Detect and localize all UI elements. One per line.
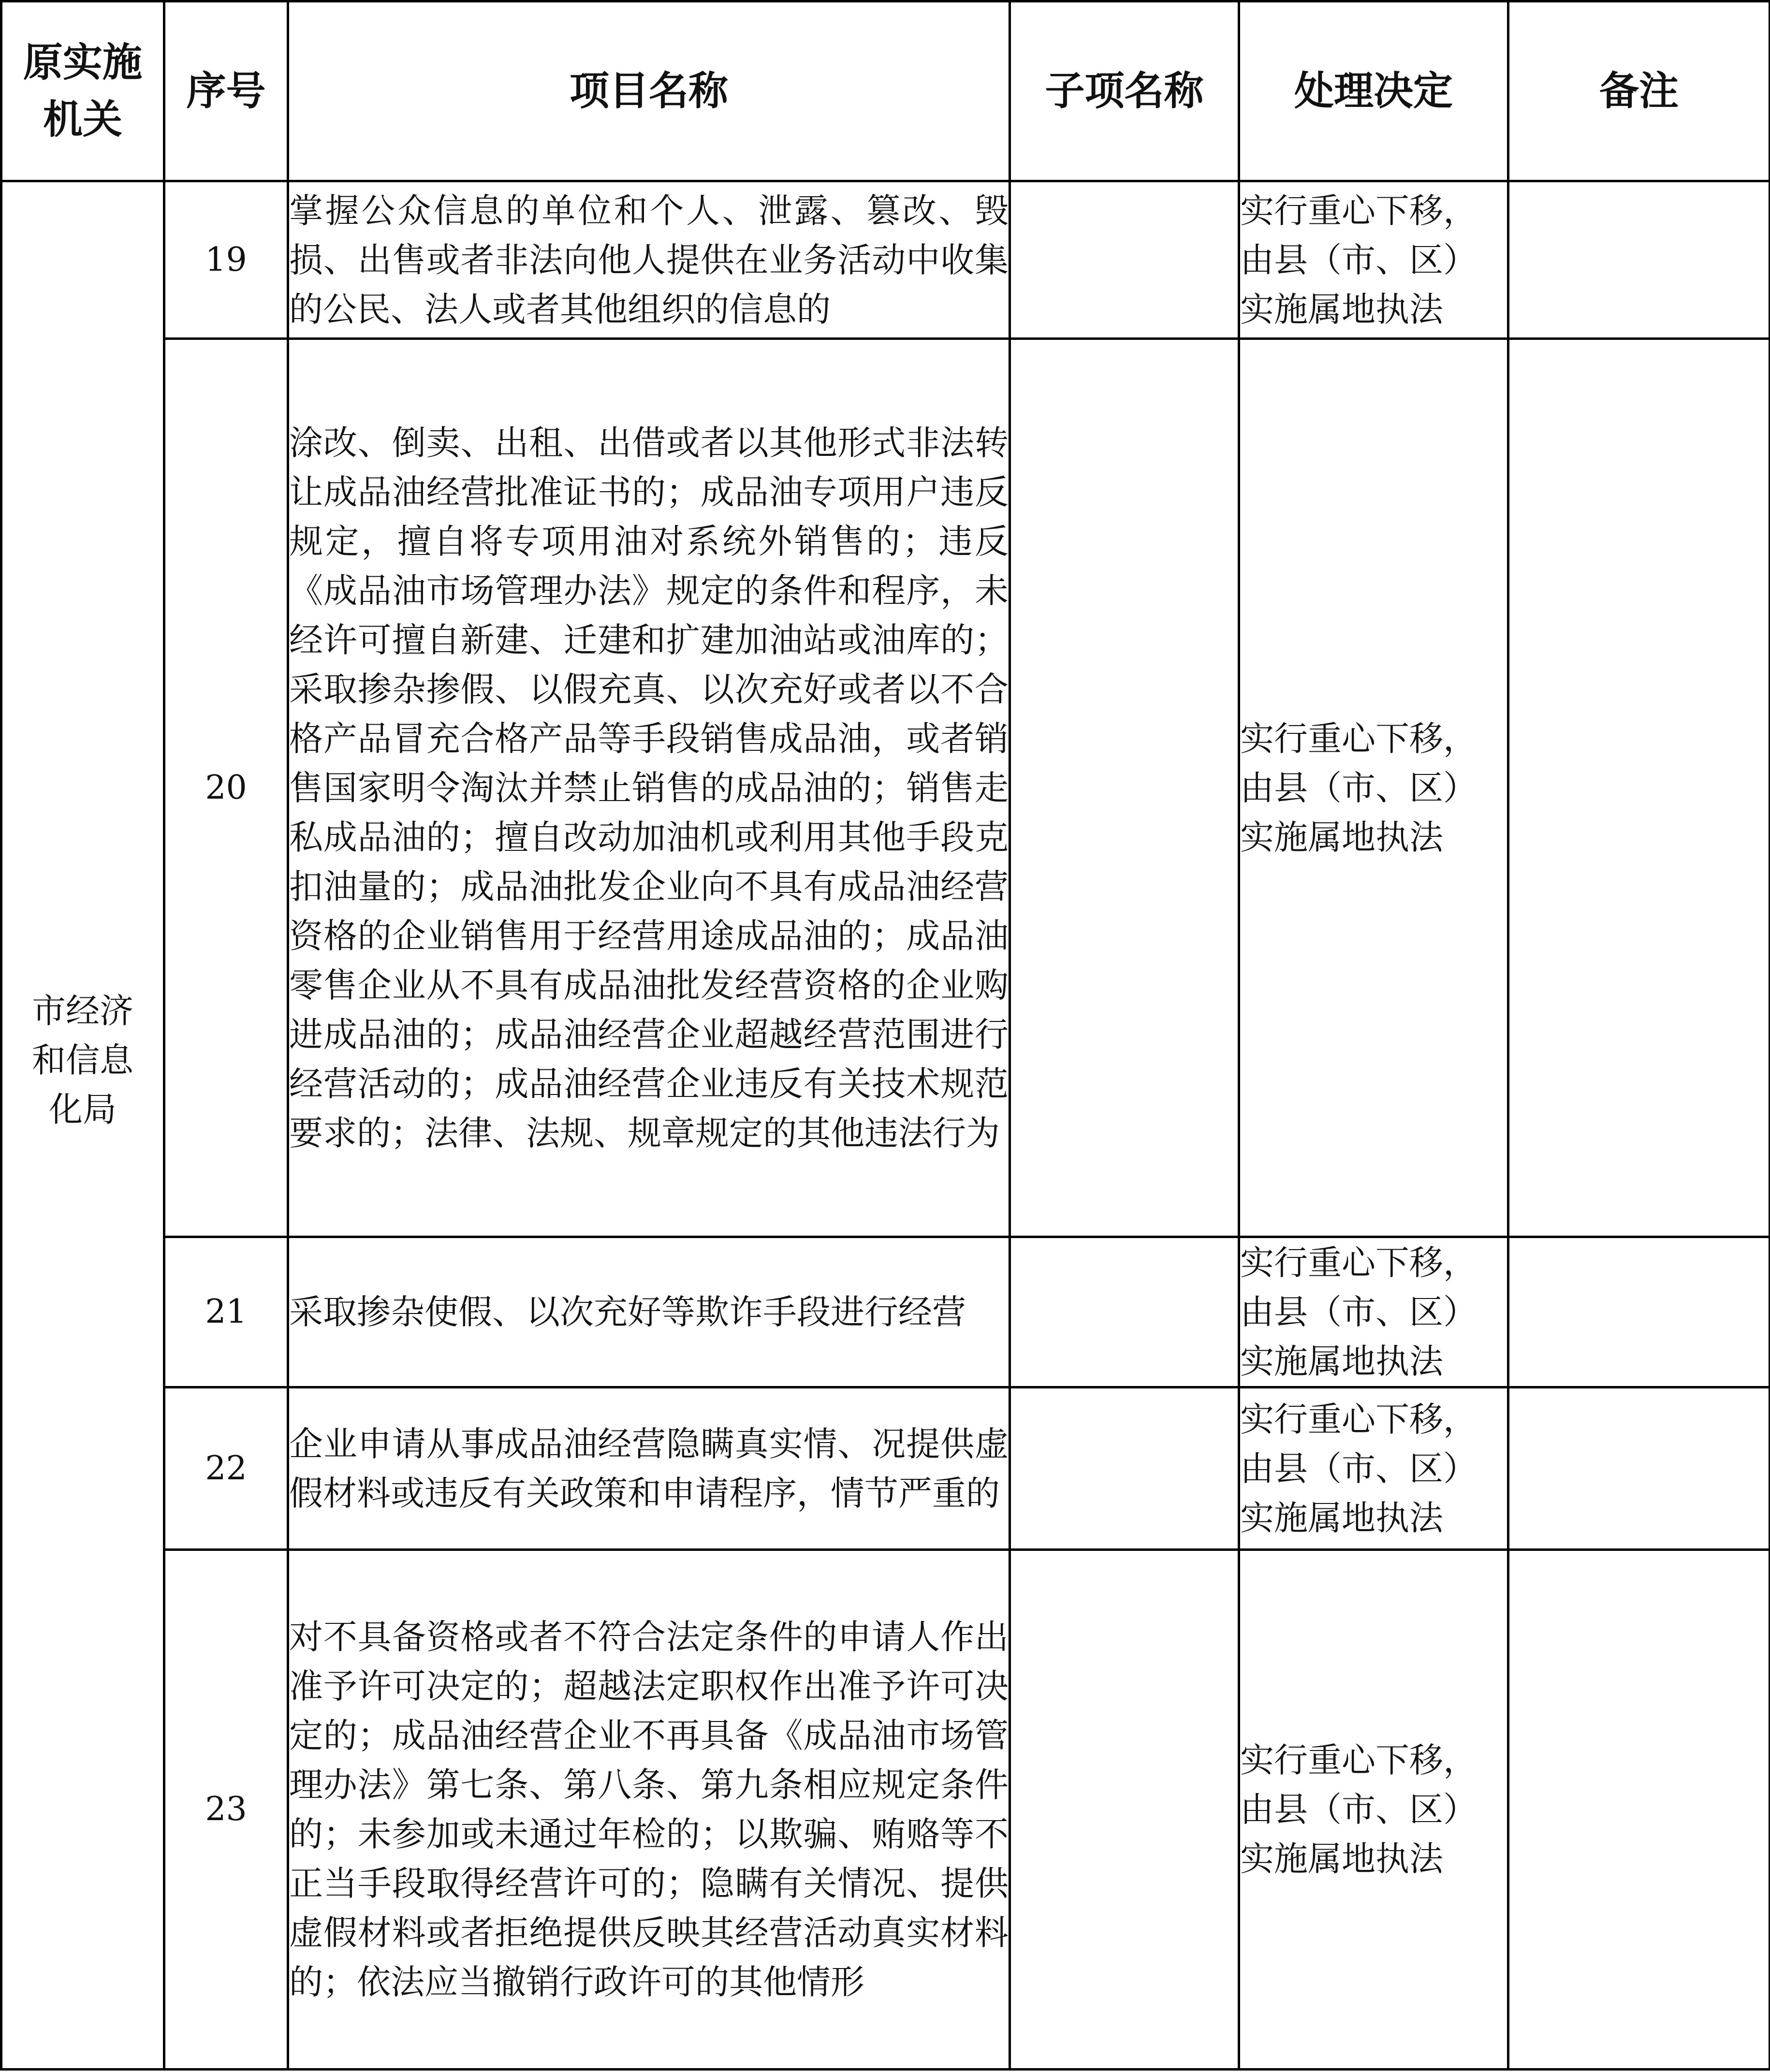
table-row [1,1387,1770,1550]
decision-cell [1239,1550,1508,2070]
sub-item-cell [1010,181,1239,339]
item-name-cell: 对不具备资格或者不符合法定条件的申请人作出准予许可决定的；超越法定职权作出准予许可决定的；成品油经营企业不再具备《成品油市场管理办法》第七条、第八条、第九条相应规定条件的；未参加或未通过年检的；以欺骗、贿赂等不正当手段取得经营许可的；隐瞒有关情况、提供虚假材料或者拒绝提供反映其经营活动真实材料的；依法应当撤销行政许可的其他情形 [288,1550,1010,2070]
header-note: 备注 [1508,1,1770,181]
decision-line: 实行重心下移， [1240,1243,1477,1283]
note-cell [1508,339,1770,1237]
item-name-cell: 涂改、倒卖、出租、出借或者以其他形式非法转让成品油经营批准证书的；成品油专项用户违反规定，擅自将专项用油对系统外销售的；违反《成品油市场管理办法》规定的条件和程序，未经许可擅自新建、迁建和扩建加油站或油库的；采取掺杂掺假、以假充真、以次充好或者以不合格产品冒充合格产品等手段销售成品油，或者销售国家明令淘汰并禁止销售的成品油的；销售走私成品油的；擅自改动加油机或利用其他手段克扣油量的；成品油批发企业向不具有成品油经营资格的企业销售用于经营用途成品油的；成品油零售企业从不具有成品油批发经营资格的企业购进成品油的；成品油经营企业超越经营范围进行经营活动的；成品油经营企业违反有关技术规范要求的；法律、法规、规章规定的其他违法行为 [288,339,1010,1237]
decision-cell [1239,339,1508,1237]
table-row [1,181,1770,339]
header-agency: 原实施机关 [1,1,164,181]
sub-item-cell [1010,339,1239,1237]
seq-cell: 19 [164,181,288,339]
header-decision: 处理决定 [1239,1,1508,181]
decision-line: 由县（市、区） [1240,240,1477,280]
note-cell [1508,1237,1770,1387]
header-seq: 序号 [164,1,288,181]
agency-cell [1,181,164,2070]
table-row [1,339,1770,1237]
item-name-cell: 掌握公众信息的单位和个人、泄露、篡改、毁损、出售或者非法向他人提供在业务活动中收集的公民、法人或者其他组织的信息的 [288,181,1010,339]
decision-line: 由县（市、区） [1240,768,1477,808]
decision-line: 实施属地执法 [1240,1839,1443,1879]
decision-line: 实行重心下移， [1240,1399,1477,1439]
note-cell [1508,1550,1770,2070]
seq-cell: 21 [164,1237,288,1387]
decision-line: 实行重心下移， [1240,1740,1477,1780]
seq-cell: 20 [164,339,288,1237]
agency-name: 市经济和信息化局 [32,991,133,1129]
decision-line: 由县（市、区） [1240,1448,1477,1488]
decision-line: 实行重心下移， [1240,718,1477,759]
item-name-cell: 企业申请从事成品油经营隐瞒真实情、况提供虚假材料或违反有关政策和申请程序，情节严重的 [288,1387,1010,1550]
decision-line: 实施属地执法 [1240,817,1443,857]
seq-cell: 23 [164,1550,288,2070]
header-sub: 子项名称 [1010,1,1239,181]
table-row [1,1237,1770,1387]
decision-cell [1239,181,1508,339]
decision-cell [1239,1387,1508,1550]
seq-cell: 22 [164,1387,288,1550]
decision-line: 由县（市、区） [1240,1292,1477,1332]
note-cell [1508,181,1770,339]
decision-line: 实施属地执法 [1240,1498,1443,1538]
decision-line: 由县（市、区） [1240,1790,1477,1829]
sub-item-cell [1010,1237,1239,1387]
decision-line: 实施属地执法 [1240,1342,1443,1381]
decision-cell [1239,1237,1508,1387]
table-row [1,1550,1770,2070]
decision-line: 实施属地执法 [1240,289,1443,329]
header-row [1,1,1770,181]
note-cell [1508,1387,1770,1550]
sub-item-cell [1010,1550,1239,2070]
item-name-cell: 采取掺杂使假、以次充好等欺诈手段进行经营 [288,1237,1010,1387]
sub-item-cell [1010,1387,1239,1550]
decision-line: 实行重心下移， [1240,190,1477,231]
header-name: 项目名称 [288,1,1010,181]
